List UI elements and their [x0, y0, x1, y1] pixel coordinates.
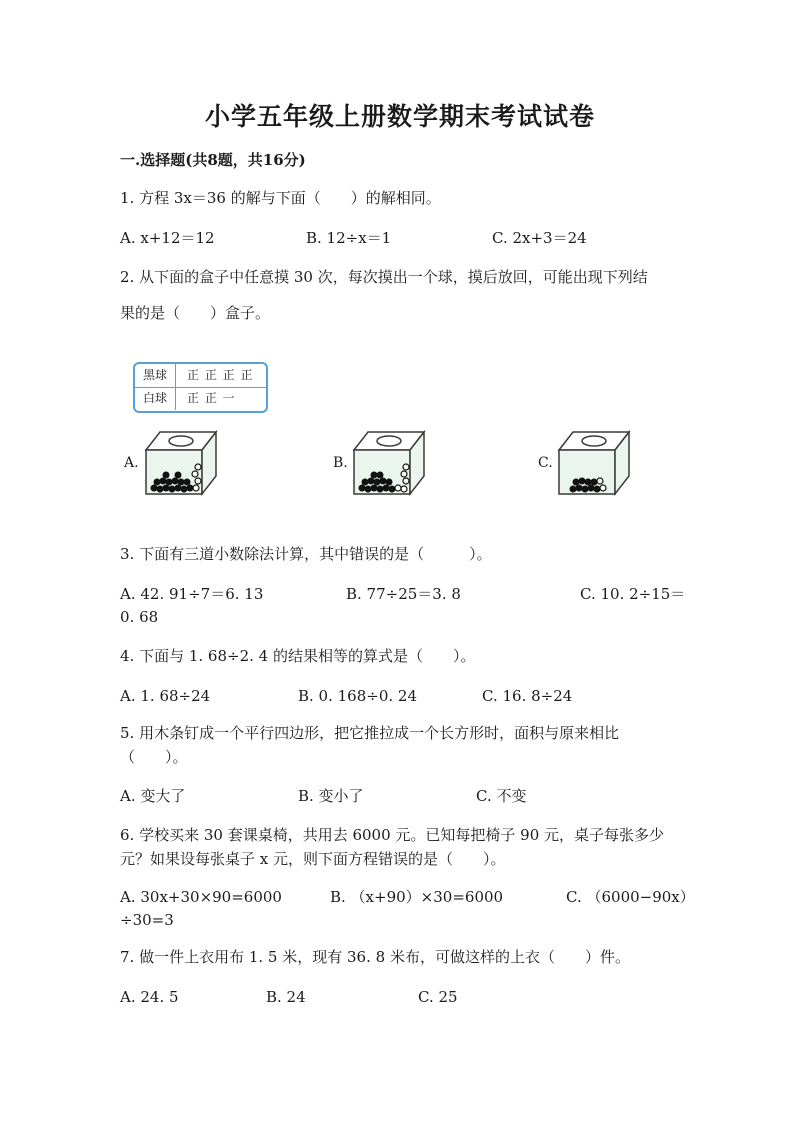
question-5-line2: （ ）。	[120, 748, 188, 766]
box-a-label[interactable]: A.	[124, 455, 139, 471]
box-b-label[interactable]: B.	[333, 455, 348, 471]
question-6-line2: 元？如果设每张桌子 x 元，则下面方程错误的是（ ）。	[120, 850, 506, 868]
q6-option-b[interactable]: B. （x+90）×30=6000	[330, 888, 504, 906]
q5-option-b[interactable]: B. 变小了	[298, 787, 364, 805]
question-2-line2: 果的是（ ）盒子。	[120, 304, 271, 322]
question-5-line1: 5. 用木条钉成一个平行四边形，把它推拉成一个长方形时，面积与原来相比	[120, 724, 620, 742]
q3-option-c[interactable]: C. 10. 2÷15＝	[580, 585, 686, 603]
q1-option-c[interactable]: C. 2x+3＝24	[492, 229, 587, 247]
q1-option-b[interactable]: B. 12÷x＝1	[306, 229, 392, 247]
q7-option-c[interactable]: C. 25	[418, 988, 458, 1006]
q4-option-c[interactable]: C. 16. 8÷24	[482, 687, 573, 705]
black-ball-label: 黑球	[135, 364, 176, 387]
q6-option-a[interactable]: A. 30x+30×90=6000	[120, 888, 282, 906]
black-ball-tally: 正 正 正 正	[187, 368, 254, 382]
question-6-line1: 6. 学校买来 30 套课桌椅，共用去 6000 元。已知每把椅子 90 元，桌子每张多少	[120, 826, 665, 844]
q5-option-c[interactable]: C. 不变	[476, 787, 527, 805]
box-b-icon[interactable]	[348, 428, 428, 498]
question-3: 3. 下面有三道小数除法计算，其中错误的是（ ）。	[120, 545, 492, 563]
q6-option-c[interactable]: C. （6000−90x）	[566, 888, 695, 906]
question-4: 4. 下面与 1. 68÷2. 4 的结果相等的算式是（ ）。	[120, 647, 476, 665]
q5-option-a[interactable]: A. 变大了	[120, 787, 186, 805]
section-heading: 一.选择题(共8题，共16分)	[120, 151, 306, 169]
q4-option-a[interactable]: A. 1. 68÷24	[120, 687, 211, 705]
box-a-icon[interactable]	[140, 428, 220, 498]
question-2-line1: 2. 从下面的盒子中任意摸 30 次，每次摸出一个球，摸后放回，可能出现下列结	[120, 268, 648, 286]
q1-option-a[interactable]: A. x+12＝12	[120, 229, 215, 247]
question-7: 7. 做一件上衣用布 1. 5 米，现有 36. 8 米布，可做这样的上衣（ ）件。	[120, 948, 630, 966]
q3-option-b[interactable]: B. 77÷25＝3. 8	[346, 585, 461, 603]
box-c-label[interactable]: C.	[538, 455, 553, 471]
q7-option-a[interactable]: A. 24. 5	[120, 988, 179, 1006]
q4-option-b[interactable]: B. 0. 168÷0. 24	[298, 687, 418, 705]
q3-option-c-cont: 0. 68	[120, 608, 159, 626]
ball-tally-table	[133, 362, 268, 413]
white-ball-label: 白球	[135, 387, 176, 410]
box-c-icon[interactable]	[553, 428, 633, 498]
white-ball-tally: 正 正 一	[187, 391, 236, 405]
q6-option-c-cont: ÷30=3	[120, 911, 174, 929]
q7-option-b[interactable]: B. 24	[266, 988, 306, 1006]
q3-option-a[interactable]: A. 42. 91÷7＝6. 13	[120, 585, 264, 603]
question-1: 1. 方程 3x＝36 的解与下面（ ）的解相同。	[120, 189, 441, 207]
page-title: 小学五年级上册数学期末考试试卷	[204, 102, 595, 131]
